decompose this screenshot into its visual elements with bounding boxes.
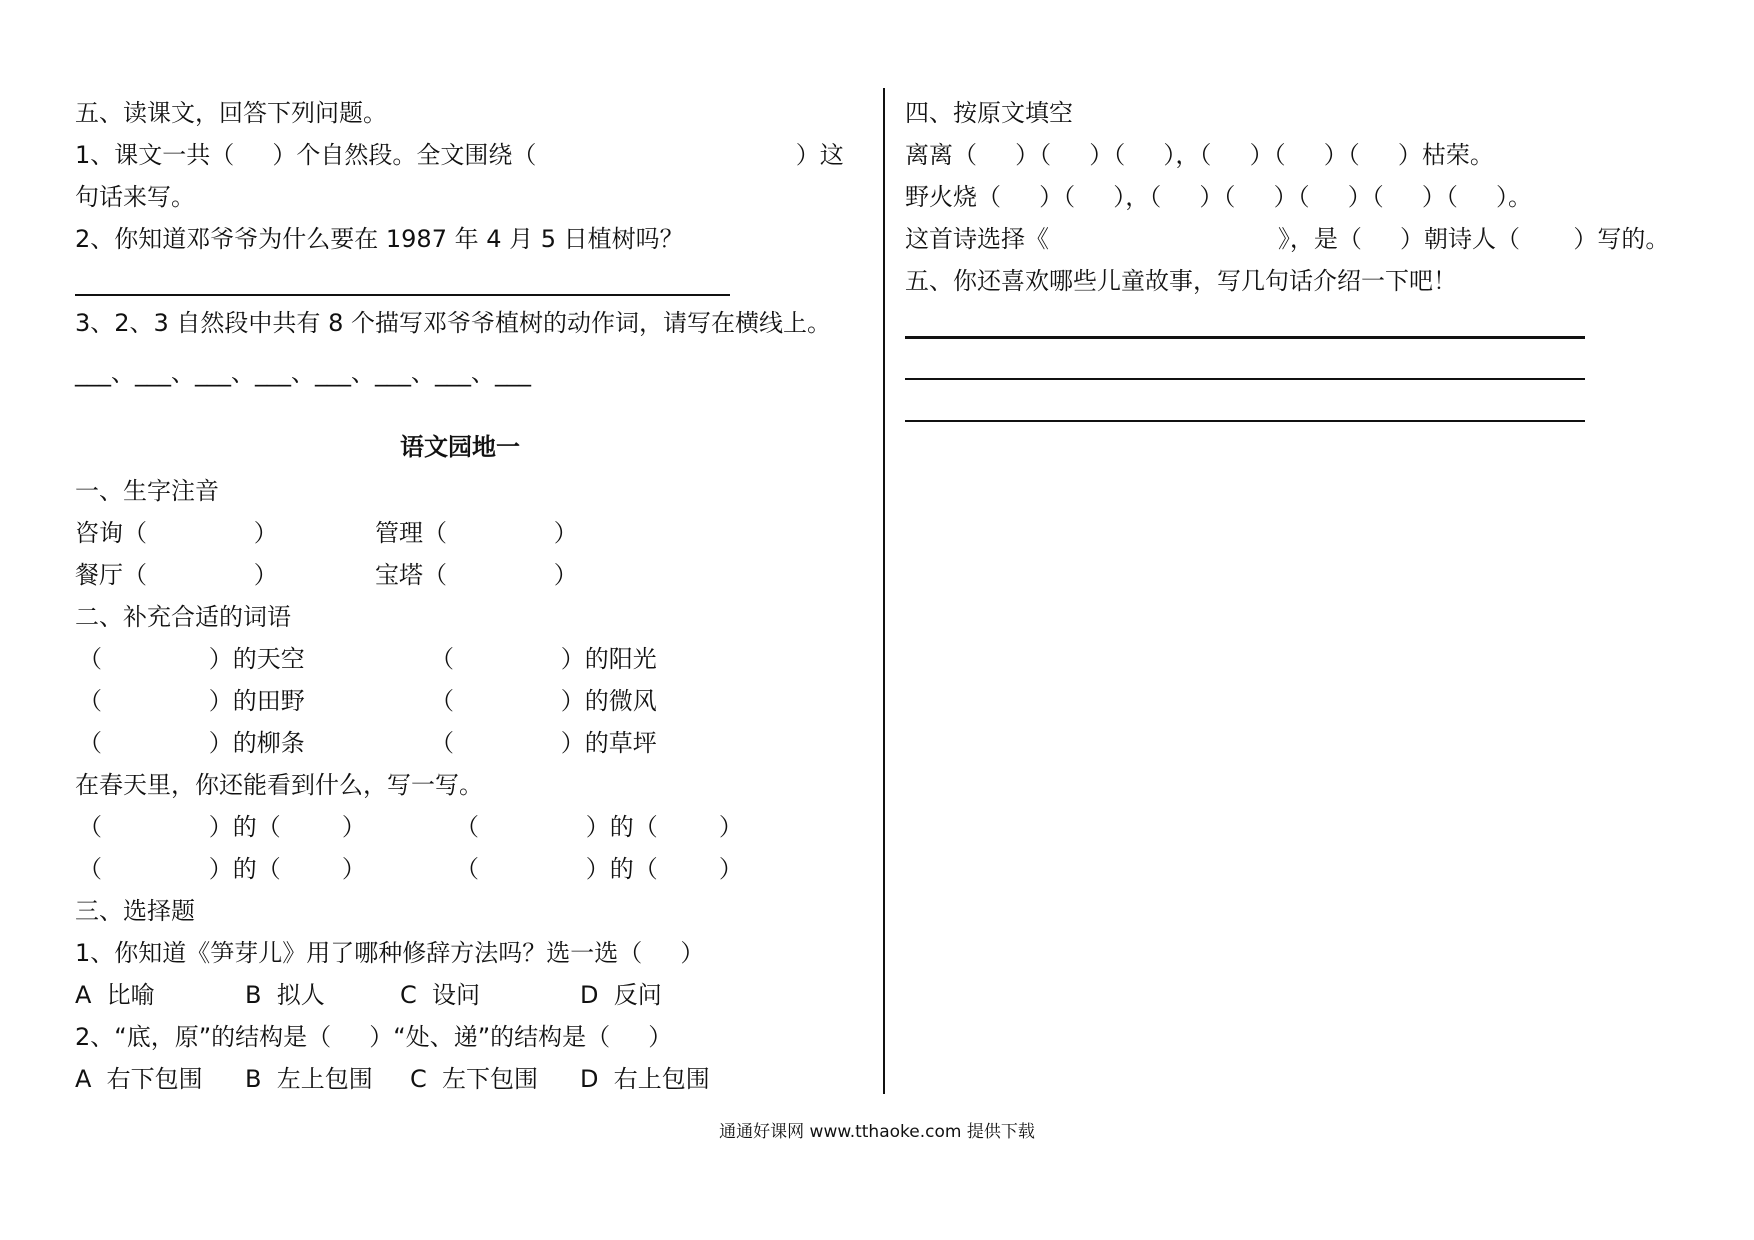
section5-question-1-cont: 句话来写。 [75, 183, 195, 211]
section5-question-2: 2、你知道邓爷爷为什么要在 1987 年 4 月 5 日植树吗？ [75, 225, 684, 253]
section5-heading: 五、读课文，回答下列问题。 [75, 99, 387, 127]
words-heading: 二、补充合适的词语 [75, 603, 291, 631]
choice-option: D 反问 [580, 981, 662, 1009]
writing-line [905, 378, 1585, 380]
choice-option: A 右下包围 [75, 1065, 203, 1093]
choice-question-1: 1、你知道《笋芽儿》用了哪种修辞方法吗？选一选（ ） [75, 939, 705, 967]
choice-option: C 左下包围 [410, 1065, 539, 1093]
word-item: （ ）的柳条 [78, 729, 305, 757]
spring-item: （ ）的（ ） [455, 855, 743, 883]
word-item: （ ）的田野 [78, 687, 305, 715]
choice-question-2: 2、“底，原”的结构是（ ）“处、递”的结构是（ ） [75, 1023, 673, 1051]
phonetic-item: 咨询（ ） [75, 519, 278, 547]
word-item: （ ）的微风 [430, 687, 657, 715]
section5-question-3: 3、2、3 自然段中共有 8 个描写邓爷爷植树的动作词，请写在横线上。 [75, 309, 831, 337]
choice-heading: 三、选择题 [75, 897, 195, 925]
phonetic-item: 管理（ ） [375, 519, 578, 547]
choice-option: A 比喻 [75, 981, 155, 1009]
section5-question-1: 1、课文一共（ ）个自然段。全文围绕（ ）这 [75, 141, 844, 169]
story-heading: 五、你还喜欢哪些儿童故事，写几句话介绍一下吧！ [905, 267, 1457, 295]
spring-prompt: 在春天里，你还能看到什么，写一写。 [75, 771, 483, 799]
phonetic-item: 宝塔（ ） [375, 561, 578, 589]
word-item: （ ）的草坪 [430, 729, 657, 757]
word-item: （ ）的阳光 [430, 645, 657, 673]
spring-item: （ ）的（ ） [78, 855, 366, 883]
answer-line [75, 294, 730, 296]
phonetic-heading: 一、生字注音 [75, 477, 219, 505]
poem-line-1: 离离（ ）（ ）（ ），（ ）（ ）（ ）枯荣。 [905, 141, 1494, 169]
phonetic-item: 餐厅（ ） [75, 561, 278, 589]
column-divider [883, 88, 885, 1094]
word-item: （ ）的天空 [78, 645, 305, 673]
footer-credit: 通通好课网 www.tthaoke.com 提供下载 [719, 1122, 1035, 1142]
spring-item: （ ）的（ ） [78, 813, 366, 841]
verb-blanks: ___、___、___、___、___、___、___、___ [75, 359, 531, 387]
choice-option: B 左上包围 [245, 1065, 373, 1093]
spring-item: （ ）的（ ） [455, 813, 743, 841]
writing-line [905, 336, 1585, 339]
choice-option: D 右上包围 [580, 1065, 710, 1093]
poem-line-2: 野火烧（ ）（ ），（ ）（ ）（ ）（ ）（ ）。 [905, 183, 1533, 211]
poem-heading: 四、按原文填空 [905, 99, 1073, 127]
choice-option: C 设问 [400, 981, 481, 1009]
writing-line [905, 420, 1585, 422]
garden-title: 语文园地一 [400, 433, 520, 461]
choice-option: B 拟人 [245, 981, 325, 1009]
poem-line-3: 这首诗选择《 》，是（ ）朝诗人（ ）写的。 [905, 225, 1670, 253]
